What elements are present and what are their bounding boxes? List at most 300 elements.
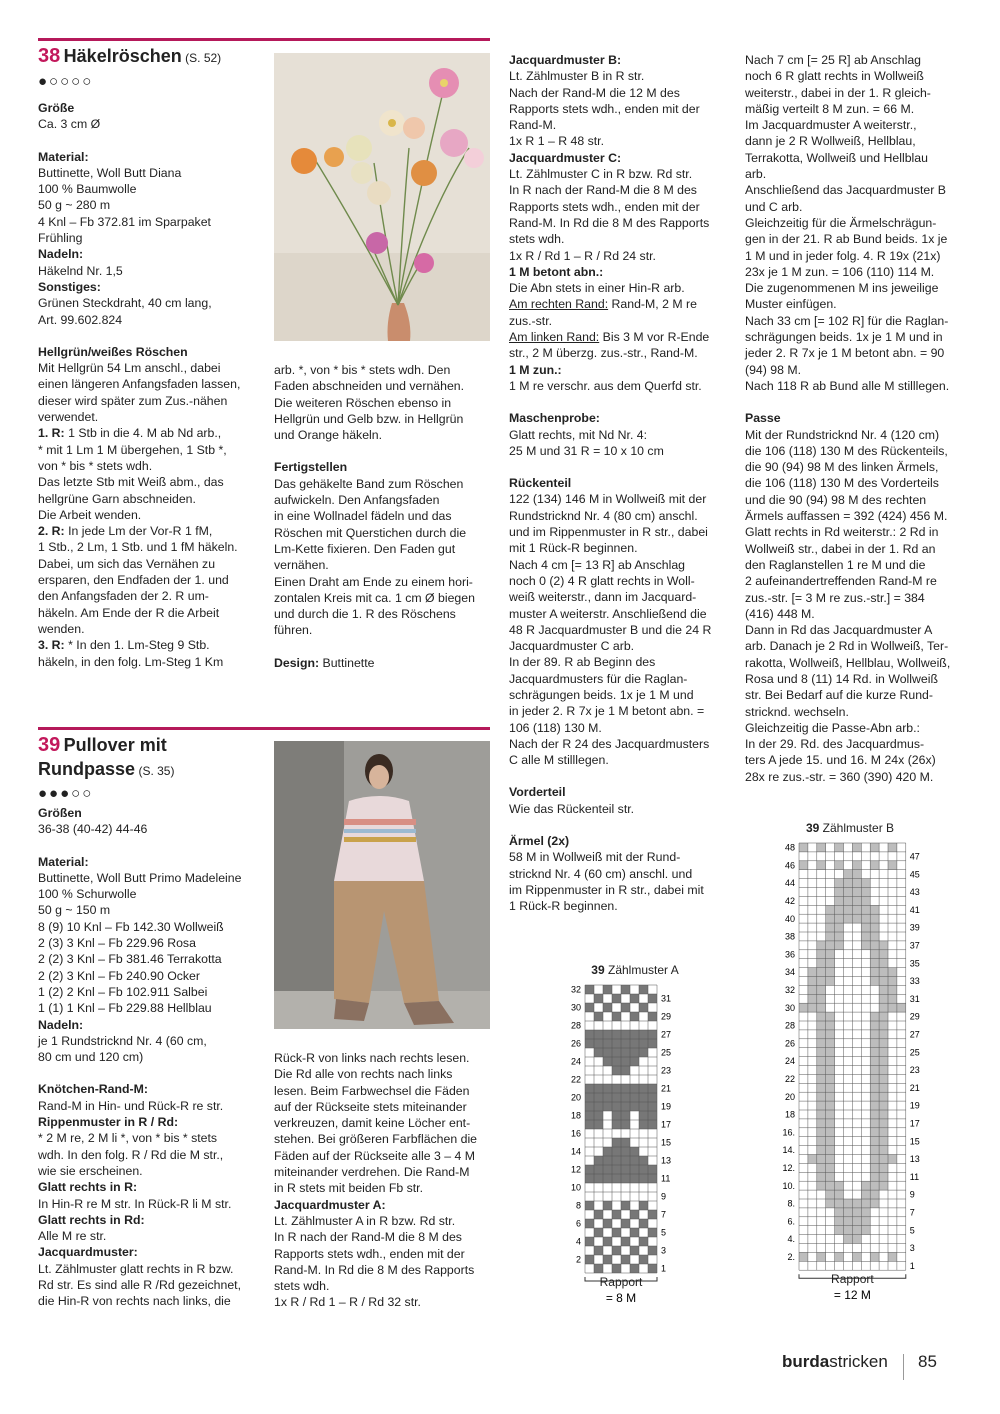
row-label-left: 40 <box>784 913 795 924</box>
text-line: Mit Hellgrün 54 Lm anschl., dabei <box>38 361 221 376</box>
brand-rest: stricken <box>829 1352 888 1371</box>
text-line: Am rechten Rand: Rand-M, 2 M re <box>509 297 697 312</box>
chart-cell <box>630 1156 639 1165</box>
chart-cell <box>879 1119 888 1128</box>
row-label-left: 20 <box>784 1091 795 1102</box>
section-heading: Glatt rechts in R: <box>38 1180 138 1195</box>
text-line: 1 M re verschr. aus dem Querfd str. <box>509 378 702 393</box>
chart-cell <box>639 1084 648 1093</box>
chart-cell <box>639 1165 648 1174</box>
chart-cell <box>621 1237 630 1246</box>
chart-cell <box>612 1174 621 1183</box>
spacer <box>38 1065 268 1081</box>
chart-cell <box>639 1174 648 1183</box>
chart-cell <box>630 1228 639 1237</box>
text-line: Wollweiß str., dabei in der 1. Rd an <box>745 541 936 556</box>
row-label-right: 5 <box>909 1225 915 1236</box>
chart-cell <box>870 1163 879 1172</box>
text-line: Anschließend das Jacquardmuster B <box>745 183 946 198</box>
chart-cell <box>621 1120 630 1129</box>
chart-cell <box>879 1048 888 1057</box>
chart-cell <box>630 1264 639 1273</box>
chart-cell <box>870 1137 879 1146</box>
chart-cell <box>826 1155 835 1164</box>
row-label-right: 23 <box>909 1065 920 1076</box>
text-line: Die weiteren Röschen ebenso in <box>274 395 452 410</box>
text-line: 1 Rück-R beginnen. <box>509 899 618 914</box>
text-line: Frühling <box>38 231 83 246</box>
section-heading: Fertigstellen <box>274 460 348 475</box>
chart-cell <box>808 994 817 1003</box>
chart-cell <box>879 1074 888 1083</box>
chart-cell <box>621 1003 630 1012</box>
chart-cell <box>639 985 648 994</box>
chart-cell <box>630 1210 639 1219</box>
text-line: 80 cm und 120 cm) <box>38 1050 144 1065</box>
chart-cell <box>826 1146 835 1155</box>
row-label-right: 45 <box>909 869 920 880</box>
row-label-right: 3 <box>909 1243 915 1254</box>
text-line: Jacquardmuster C arb. <box>509 639 635 654</box>
text-line: 8 (9) 10 Knl – Fb 142.30 Wollweiß <box>38 919 224 934</box>
text-line: 2 (2) 3 Knl – Fb 381.46 Terrakotta <box>38 952 222 967</box>
chart-cell <box>835 923 844 932</box>
chart-cell <box>630 1084 639 1093</box>
section-heading: Jacquardmuster A: <box>274 1197 386 1212</box>
chart-cell <box>639 1030 648 1039</box>
text-line: Einen Draht am Ende zu einem hori- <box>274 574 473 589</box>
row-label-left: 24 <box>570 1056 581 1067</box>
chart-cell <box>870 923 879 932</box>
chart-cell <box>817 1252 826 1261</box>
row-label-left: 2 <box>575 1254 581 1265</box>
chart-cell <box>826 1021 835 1030</box>
chart-cell <box>603 1048 612 1057</box>
chart-cell <box>826 1048 835 1057</box>
row-label-left: 38 <box>784 931 795 942</box>
pattern-39-column-2 <box>274 1050 490 1311</box>
row-label-right: 13 <box>661 1155 672 1166</box>
chart-cell <box>826 1101 835 1110</box>
chart-cell <box>861 896 870 905</box>
text-line: arb. *, von * bis * stets wdh. Den <box>274 363 451 377</box>
text-line: 106 (118) 130 M. <box>509 720 602 735</box>
text-line: stricknd Nr. 4 (60 cm) anschl. und <box>509 866 693 881</box>
text-line: In der 29. Rd. des Jacquardmus- <box>745 737 925 752</box>
chart-cell <box>612 1264 621 1273</box>
chart-cell <box>594 1210 603 1219</box>
text-line: Faden abschneiden und vernähen. <box>274 379 465 394</box>
chart-cell <box>639 1111 648 1120</box>
row-label-right: 9 <box>661 1191 667 1202</box>
chart-cell <box>879 1030 888 1039</box>
row-label-left: 44 <box>784 878 795 889</box>
pattern-39-header <box>38 734 268 810</box>
chart-cell <box>603 1174 612 1183</box>
chart-cell <box>648 1093 657 1102</box>
section-heading: Vorderteil <box>509 785 566 800</box>
chart-cell <box>879 1083 888 1092</box>
chart-cell <box>603 1057 612 1066</box>
text-line: Im Jacquardmuster A weiterstr., <box>745 118 917 133</box>
text-line: verkreuzen, damit keine Löcher ent- <box>274 1116 471 1131</box>
chart-cell <box>799 843 808 852</box>
footer-divider <box>903 1354 904 1380</box>
text-line: Die zugenommenen M ins jeweilige <box>745 281 939 296</box>
chart-cell <box>808 977 817 986</box>
chart-cell <box>835 1226 844 1235</box>
chart-cell <box>630 1102 639 1111</box>
chart-cell <box>612 1057 621 1066</box>
chart-cell <box>826 1128 835 1137</box>
text-line: Röschen mit Querstichen durch die <box>274 525 467 540</box>
chart-cell <box>888 861 897 870</box>
text-line: Fäden auf der Rückseite alle 3 – 4 M <box>274 1148 475 1163</box>
chart-cell <box>648 1174 657 1183</box>
chart-cell <box>612 1228 621 1237</box>
chart-cell <box>852 1252 861 1261</box>
chart-cell <box>585 1165 594 1174</box>
chart-cell <box>826 968 835 977</box>
chart-cell <box>861 1181 870 1190</box>
chart-cell <box>621 1030 630 1039</box>
chart-cell <box>639 1255 648 1264</box>
chart-cell <box>817 1003 826 1012</box>
text-line: stehen. Bei größeren Farbflächen die <box>274 1132 478 1147</box>
spacer <box>274 443 490 459</box>
text-line: miteinander verdrehen. Die Rand-M <box>274 1165 470 1180</box>
pattern-title-line-1: Pullover mit <box>63 735 167 755</box>
chart-cell <box>870 914 879 923</box>
section-heading: Hellgrün/weißes Röschen <box>38 344 188 359</box>
text-line: Nach 33 cm [= 102 R] für die Raglan- <box>745 313 949 328</box>
text-line: gen in der 21. R ab Bund beids. 1x je <box>745 232 948 247</box>
row-label-left: 14 <box>570 1146 581 1157</box>
chart-cell <box>844 905 853 914</box>
text-line: 1x R 1 – R 48 str. <box>509 134 605 149</box>
chart-cell <box>879 1110 888 1119</box>
chart-cell <box>835 1190 844 1199</box>
chart-cell <box>870 1252 879 1261</box>
chart-cell <box>835 879 844 888</box>
text-line: in eine Wollnadel fädeln und das <box>274 509 452 524</box>
row-label-left: 12 <box>570 1164 581 1175</box>
chart-cell <box>835 1252 844 1261</box>
text-line: Rapports stets wdh., enden mit der <box>274 1246 465 1261</box>
pattern-number: 38 <box>38 45 61 67</box>
text-line: Ca. 3 cm Ø <box>38 117 101 132</box>
chart-cell <box>594 1084 603 1093</box>
text-line: dann je 2 R Wollweiß, Hellblau, <box>745 134 916 149</box>
chart-cell <box>870 1057 879 1066</box>
chart-cell <box>861 1199 870 1208</box>
rapport-label: Rapport <box>599 1275 643 1289</box>
chart-cell <box>817 1155 826 1164</box>
chart-cell <box>852 888 861 897</box>
chart-cell <box>844 888 853 897</box>
text-line: und im Rippenmuster in R str., dabei <box>509 525 708 540</box>
text-line: 48 R Jacquardmuster B und die 24 R <box>509 622 712 637</box>
chart-cell <box>648 1264 657 1273</box>
row-label-left: 4 <box>575 1236 581 1247</box>
chart-cell <box>603 1093 612 1102</box>
text-line: Die Rd alle von rechts nach links <box>274 1067 453 1082</box>
text-line: Dabei, um sich das Vernähen zu <box>38 556 216 571</box>
text-line: 2. R: In jede Lm der Vor-R 1 fM, <box>38 524 213 539</box>
text-line: stets wdh. <box>509 232 565 247</box>
text-line: noch 6 R glatt rechts in Wollweiß <box>745 69 924 84</box>
text-line: im Rippenmuster in R str., dabei mit <box>509 882 704 897</box>
chart-cell <box>639 1102 648 1111</box>
chart-cell <box>612 1012 621 1021</box>
text-line: auf der Rückseite stets miteinander <box>274 1099 467 1114</box>
row-label-left: 8. <box>787 1198 795 1209</box>
section-heading: Jacquardmuster: <box>38 1245 138 1260</box>
chart-cell <box>817 977 826 986</box>
spacer <box>509 768 734 784</box>
text-line: Glatt rechts, mit Nd Nr. 4: <box>509 427 648 442</box>
brand-bold: burda <box>782 1352 830 1371</box>
chart-cell <box>612 1138 621 1147</box>
chart-cell <box>603 1084 612 1093</box>
chart-cell <box>861 879 870 888</box>
chart-cell <box>817 1012 826 1021</box>
chart-cell <box>799 861 808 870</box>
chart-cell <box>879 1092 888 1101</box>
text-line: 50 g ~ 280 m <box>38 198 111 213</box>
chart-cell <box>835 932 844 941</box>
section-rule-38 <box>38 38 490 41</box>
text-line: die 90 (94) 98 M des linken Ärmels, <box>745 460 939 475</box>
text-line: wenden. <box>38 621 85 636</box>
section-rule-39 <box>38 727 490 730</box>
chart-cell <box>879 968 888 977</box>
chart-cell <box>817 959 826 968</box>
text-line: und durch die 1. R des Röschens <box>274 607 456 622</box>
text-line: Ärmels auffassen = 392 (424) 456 M. <box>745 509 948 524</box>
chart-cell <box>817 1110 826 1119</box>
text-line: 1 (2) 2 Knl – Fb 102.911 Salbei <box>38 984 208 999</box>
text-line: 58 M in Wollweiß mit der Rund- <box>509 850 681 865</box>
chart-cell <box>585 1093 594 1102</box>
chart-cell <box>621 1165 630 1174</box>
chart-cell <box>817 1163 826 1172</box>
chart-cell <box>879 1172 888 1181</box>
pattern-title: Häkelröschen <box>63 46 182 66</box>
section-heading: Rippenmuster in R / Rd: <box>38 1115 179 1130</box>
chart-cell <box>648 1210 657 1219</box>
row-label-right: 5 <box>661 1227 667 1238</box>
chart-cell <box>826 1199 835 1208</box>
chart-cell <box>603 1030 612 1039</box>
chart-cell <box>870 1012 879 1021</box>
chart-cell <box>603 1219 612 1228</box>
chart-cell <box>844 896 853 905</box>
chart-cell <box>639 1219 648 1228</box>
chart-cell <box>612 1039 621 1048</box>
chart-cell <box>844 1235 853 1244</box>
chart-cell <box>612 1156 621 1165</box>
row-label-left: 20 <box>570 1092 581 1103</box>
text-line: Rapports stets wdh., enden mit der <box>509 101 700 116</box>
row-label-left: 6. <box>787 1216 795 1227</box>
chart-cell <box>852 1199 861 1208</box>
text-line: weiterstr., dabei in der 1. R gleich- <box>745 85 931 100</box>
row-label-left: 46 <box>784 860 795 871</box>
chart-cell <box>826 1181 835 1190</box>
row-label-left: 24 <box>784 1056 795 1067</box>
text-line: Buttinette, Woll Butt Diana <box>38 165 182 180</box>
chart-cell <box>585 1255 594 1264</box>
chart-cell <box>594 1039 603 1048</box>
chart-a-title <box>565 962 705 978</box>
chart-cell <box>826 1092 835 1101</box>
text-line: arb. <box>745 167 767 182</box>
chart-cell <box>648 1030 657 1039</box>
footer-brand <box>782 1354 888 1370</box>
chart-cell <box>799 1252 808 1261</box>
chart-cell <box>817 861 826 870</box>
row-label-right: 15 <box>661 1137 672 1148</box>
chart-cell <box>594 1030 603 1039</box>
chart-cell <box>630 994 639 1003</box>
text-line: den Anfangsfaden der 2. R um- <box>38 589 209 604</box>
text-line: Rück-R von links nach rechts lesen. <box>274 1051 470 1065</box>
text-line: den Raglanstellen 1 re M und die <box>745 557 926 572</box>
chart-cell <box>585 1219 594 1228</box>
section-heading: 1 M zun.: <box>509 362 562 377</box>
chart-cell <box>594 1120 603 1129</box>
text-line: Rand-M. In Rd die 8 M des Rapports <box>274 1262 475 1277</box>
text-line: Rosa und 8 (11) 14 Rd. in Wollweiß <box>745 671 938 686</box>
chart-cell <box>630 1165 639 1174</box>
text-line: 4 Knl – Fb 372.81 im Sparpaket <box>38 214 211 229</box>
text-line: dieser wird später zum Zus.-nähen <box>38 393 228 408</box>
text-line: die 106 (118) 130 M des Rückenteils, <box>745 443 948 458</box>
lead-term: Am linken Rand: <box>509 330 600 345</box>
text-line: 28x re zus.-str. = 360 (390) 420 M. <box>745 769 934 784</box>
chart-cell <box>817 1137 826 1146</box>
row-label-left: 28 <box>570 1020 581 1031</box>
chart-cell <box>826 914 835 923</box>
row-label-left: 14. <box>782 1145 795 1156</box>
text-line: 1x R / Rd 1 – R / Rd 24 str. <box>509 248 656 263</box>
row-label-left: 22 <box>784 1073 795 1084</box>
text-line: verwendet. <box>38 410 99 425</box>
text-line: Rand-M. <box>509 118 557 133</box>
chart-cell <box>630 1174 639 1183</box>
lead-term: 3. R: <box>38 638 65 653</box>
chart-cell <box>594 1156 603 1165</box>
chart-cell <box>861 905 870 914</box>
chart-cell <box>870 1199 879 1208</box>
chart-cell <box>835 896 844 905</box>
chart-cell <box>852 861 861 870</box>
chart-cell <box>826 1039 835 1048</box>
row-label-right: 19 <box>909 1100 920 1111</box>
chart-cell <box>603 1156 612 1165</box>
chart-cell <box>630 1147 639 1156</box>
chart-cell <box>870 1092 879 1101</box>
text-line: die 106 (118) 130 M des Vorderteils <box>745 476 939 491</box>
chart-cell <box>844 914 853 923</box>
page-reference: (S. 35) <box>138 764 175 778</box>
chart-cell <box>852 1226 861 1235</box>
chart-cell <box>621 1039 630 1048</box>
text-line: Mit der Rundstricknd Nr. 4 (120 cm) <box>745 427 940 442</box>
text-line: * 2 M re, 2 M li *, von * bis * stets <box>38 1131 218 1146</box>
chart-cell <box>612 1030 621 1039</box>
chart-cell <box>879 1003 888 1012</box>
chart-cell <box>639 1201 648 1210</box>
chart-cell <box>808 1003 817 1012</box>
row-label-right: 1 <box>909 1260 915 1271</box>
text-line: Gleichzeitig für die Ärmelschrägun- <box>745 215 937 230</box>
chart-cell <box>888 985 897 994</box>
row-label-right: 11 <box>909 1171 920 1182</box>
chart-cell <box>826 1172 835 1181</box>
chart-cell <box>817 1083 826 1092</box>
text-line: Buttinette, Woll Butt Primo Madeleine <box>38 870 242 885</box>
section-heading: Jacquardmuster C: <box>509 150 622 165</box>
chart-cell <box>826 932 835 941</box>
text-line: Nach der Rand-M die 12 M des <box>509 85 680 100</box>
chart-cell <box>594 1048 603 1057</box>
chart-cell <box>603 1039 612 1048</box>
text-line: Das letzte Stb mit Weiß abm., das <box>38 475 224 490</box>
chart-cell <box>852 914 861 923</box>
chart-cell <box>826 1030 835 1039</box>
chart-cell <box>870 861 879 870</box>
row-label-right: 29 <box>909 1011 920 1022</box>
chart-cell <box>888 977 897 986</box>
text-line: str. Bei Bedarf auf die kurze Rund- <box>745 688 933 703</box>
section-heading: Maschenprobe: <box>509 411 600 426</box>
chart-b <box>775 838 940 1315</box>
row-label-right: 13 <box>909 1154 920 1165</box>
chart-cell <box>888 1003 897 1012</box>
spacer <box>745 394 970 410</box>
chart-cell <box>621 1174 630 1183</box>
chart-cell <box>612 1147 621 1156</box>
chart-cell <box>888 1155 897 1164</box>
chart-cell <box>826 1163 835 1172</box>
chart-cell <box>648 1120 657 1129</box>
chart-cell <box>844 870 853 879</box>
chart-cell <box>835 843 844 852</box>
chart-cell <box>621 1201 630 1210</box>
chart-cell <box>826 941 835 950</box>
row-label-left: 42 <box>784 895 795 906</box>
chart-cell <box>826 1057 835 1066</box>
text-line: lesen. Beim Farbwechsel die Fäden <box>274 1083 470 1098</box>
page-number: 85 <box>918 1352 937 1371</box>
row-label-right: 31 <box>661 993 672 1004</box>
chart-cell <box>621 1084 630 1093</box>
chart-cell <box>594 1093 603 1102</box>
chart-cell <box>585 1030 594 1039</box>
text-line: führen. <box>274 623 313 638</box>
text-line: ersparen, den Endfaden der 1. und <box>38 573 229 588</box>
chart-cell <box>817 1101 826 1110</box>
chart-cell <box>870 932 879 941</box>
chart-cell <box>861 923 870 932</box>
chart-cell <box>817 1066 826 1075</box>
row-label-left: 36 <box>784 949 795 960</box>
chart-cell <box>888 843 897 852</box>
chart-cell <box>594 994 603 1003</box>
text-line: 25 M und 31 R = 10 x 10 cm <box>509 443 664 458</box>
